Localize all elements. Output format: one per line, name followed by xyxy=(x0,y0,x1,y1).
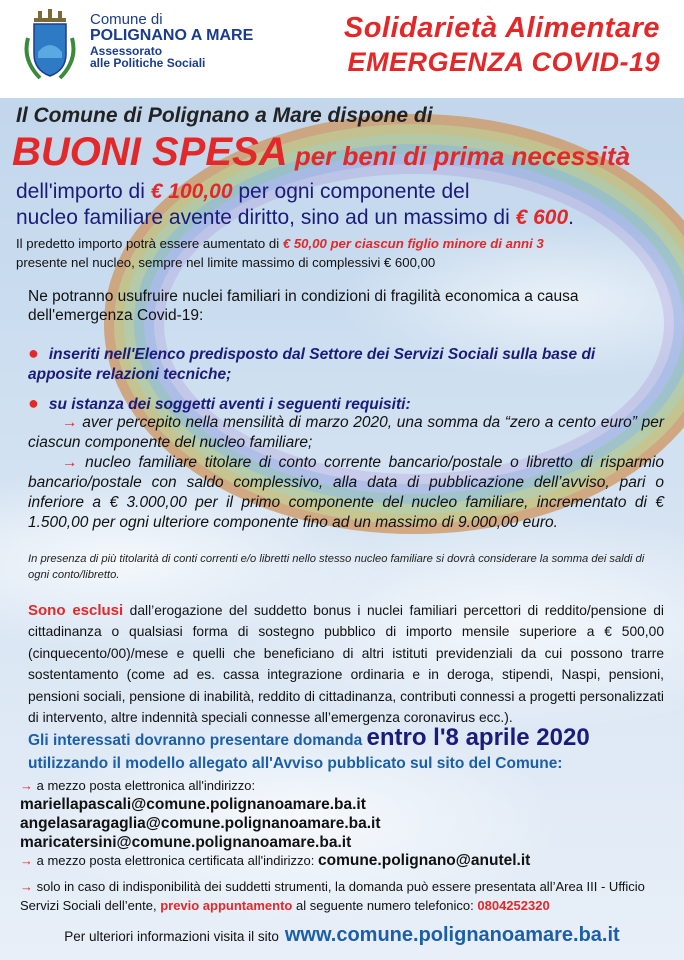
bullet-item-1 xyxy=(28,343,658,385)
pec-intro-text: a mezzo posta elettronica certificata all'indirizzo: xyxy=(33,853,318,868)
eligibility-paragraph: Ne potranno usufruire nuclei familiari in condizioni di fragilità economica a causa dell'emergenza Covid-19: xyxy=(28,288,579,324)
appointment-text: al seguente numero telefonico: xyxy=(292,898,478,913)
buoni-sub: per beni di prima necessità xyxy=(287,141,631,171)
max-amount-value: € 600 xyxy=(515,206,569,229)
appointment-text: solo in caso di indisponibilità dei suddetti strumenti, la domanda può essere presentata all’Area III - Ufficio Servizi Sociali dell’ente, xyxy=(20,879,645,913)
deadline-date: entro l'8 aprile 2020 xyxy=(366,724,590,751)
email-link[interactable]: mariellapascali@comune.polignanoamare.ba.it xyxy=(20,796,366,813)
amount-text: dell'importo di xyxy=(16,180,151,203)
arrow-right-icon: → xyxy=(20,853,33,868)
requirement-text: nucleo familiare titolare di conto corrente bancario/postale o libretto di risparmio bancario/postale con saldo complessivo, alla data di pubblicazione dell’avviso, pari o inferiore a € 3.000,00 per il primo componente del nucleo familiare, incrementato di € 1.500,00 per ogni ulteriore componente fino ad un massimo di 9.000,00 euro. xyxy=(28,454,664,531)
bullet-item-2 xyxy=(28,393,658,415)
arrow-right-icon: → xyxy=(62,414,78,431)
amount-text: per ogni componente del xyxy=(232,180,470,203)
amount-line-2 xyxy=(16,206,574,230)
deadline-text: Gli interessati dovranno presentare domanda xyxy=(28,732,367,749)
arrow-right-icon: → xyxy=(20,778,33,793)
header xyxy=(0,0,684,98)
buoni-spesa-heading xyxy=(12,130,630,175)
comune-di: Comune di xyxy=(90,11,163,28)
bullet-text: inseriti nell'Elenco predisposto dal Settore dei Servizi Sociali sulla base di apposite relazioni tecniche; xyxy=(28,346,596,383)
requirement-2 xyxy=(28,453,664,533)
office-line-2: alle Politiche Sociali xyxy=(90,56,206,71)
increase-text: Il predetto importo potrà essere aumentato di xyxy=(16,236,283,251)
bullet-dot-icon: ● xyxy=(28,343,39,363)
bullet-dot-icon: ● xyxy=(28,393,39,413)
title-line-1: Solidarietà Alimentare xyxy=(343,12,660,44)
email-link[interactable]: maricatersini@comune.polignanoamare.ba.it xyxy=(20,834,352,851)
bullet-text: su istanza dei soggetti aventi i seguenti requisiti: xyxy=(48,396,411,413)
requirement-1 xyxy=(28,413,664,453)
office-line-1: Assessorato xyxy=(90,43,163,58)
title-line-2: EMERGENZA COVID-19 xyxy=(347,47,660,77)
footer-text: Per ulteriori informazioni visita il sito xyxy=(64,929,279,944)
pec-email-link[interactable]: comune.polignano@anutel.it xyxy=(318,852,531,869)
intro-text: Il Comune di Polignano a Mare dispone di xyxy=(16,104,433,127)
accounts-note: In presenza di più titolarità di conti correnti e/o libretti nello stesso nucleo familiare si dovrà considerare la somma dei saldi di ogni conto/libretto. xyxy=(28,553,645,581)
email-intro xyxy=(20,777,530,795)
increase-line-1 xyxy=(16,236,544,251)
email-link[interactable]: angelasaragaglia@comune.polignanoamare.ba.it xyxy=(20,815,381,832)
buoni-main: BUONI SPESA xyxy=(12,130,288,174)
increase-line-2: presente nel nucleo, sempre nel limite massimo di complessivi € 600,00 xyxy=(16,255,436,270)
phone-appointment-line xyxy=(20,877,664,915)
email-intro-text: a mezzo posta elettronica all'indirizzo: xyxy=(33,778,256,793)
town-crest-icon xyxy=(20,8,80,86)
amount-text: nucleo familiare avente diritto, sino ad un massimo di xyxy=(16,206,516,229)
pec-line xyxy=(20,852,530,870)
appointment-required: previo appuntamento xyxy=(160,898,293,913)
amount-line-1 xyxy=(16,180,470,204)
town-name: POLIGNANO A MARE xyxy=(90,26,254,44)
website-link[interactable]: www.comune.polignanoamare.ba.it xyxy=(284,924,620,946)
increase-value: € 50,00 per ciascun figlio minore di anni 3 xyxy=(282,236,544,251)
exclusions-lead: Sono esclusi xyxy=(28,602,124,619)
arrow-right-icon: → xyxy=(20,879,33,894)
page-title xyxy=(344,12,660,78)
footer xyxy=(0,924,684,947)
arrow-right-icon: → xyxy=(62,454,78,471)
amount-text: . xyxy=(568,206,574,229)
deadline-line xyxy=(28,724,590,752)
amount-value: € 100,00 xyxy=(150,180,233,203)
exclusions-paragraph xyxy=(28,600,664,728)
model-instructions: utilizzando il modello allegato all'Avviso pubblicato sul sito del Comune: xyxy=(28,755,563,772)
exclusions-text: dall’erogazione del suddetto bonus i nuclei familiari percettori di reddito/pensione di cittadinanza o qualsiasi forma di sostegno pubblico di importo mensile superiore a € 500,00 (cinquecento/00)/mese e quelli che beneficiano di altri istituti previdenziali da cui possono trarre sostentamento (come ad es. cassa integrazione ordinaria e in deroga, stipendi, Naspi, pensioni, pensioni sociali, pensione di inabilità, reddito di cittadinanza, contributi connessi a progetti personalizzati di intervento, altre indennità speciali connesse all’emergenza coronavirus ecc.). xyxy=(28,603,664,726)
phone-number[interactable]: 0804252320 xyxy=(477,898,550,913)
comune-logo-text xyxy=(90,12,253,70)
contacts-block xyxy=(20,777,530,870)
requirement-text: aver percepito nella mensilità di marzo 2020, una somma da “zero a cento euro” per ciascun componente del nucleo familiare; xyxy=(28,414,664,451)
